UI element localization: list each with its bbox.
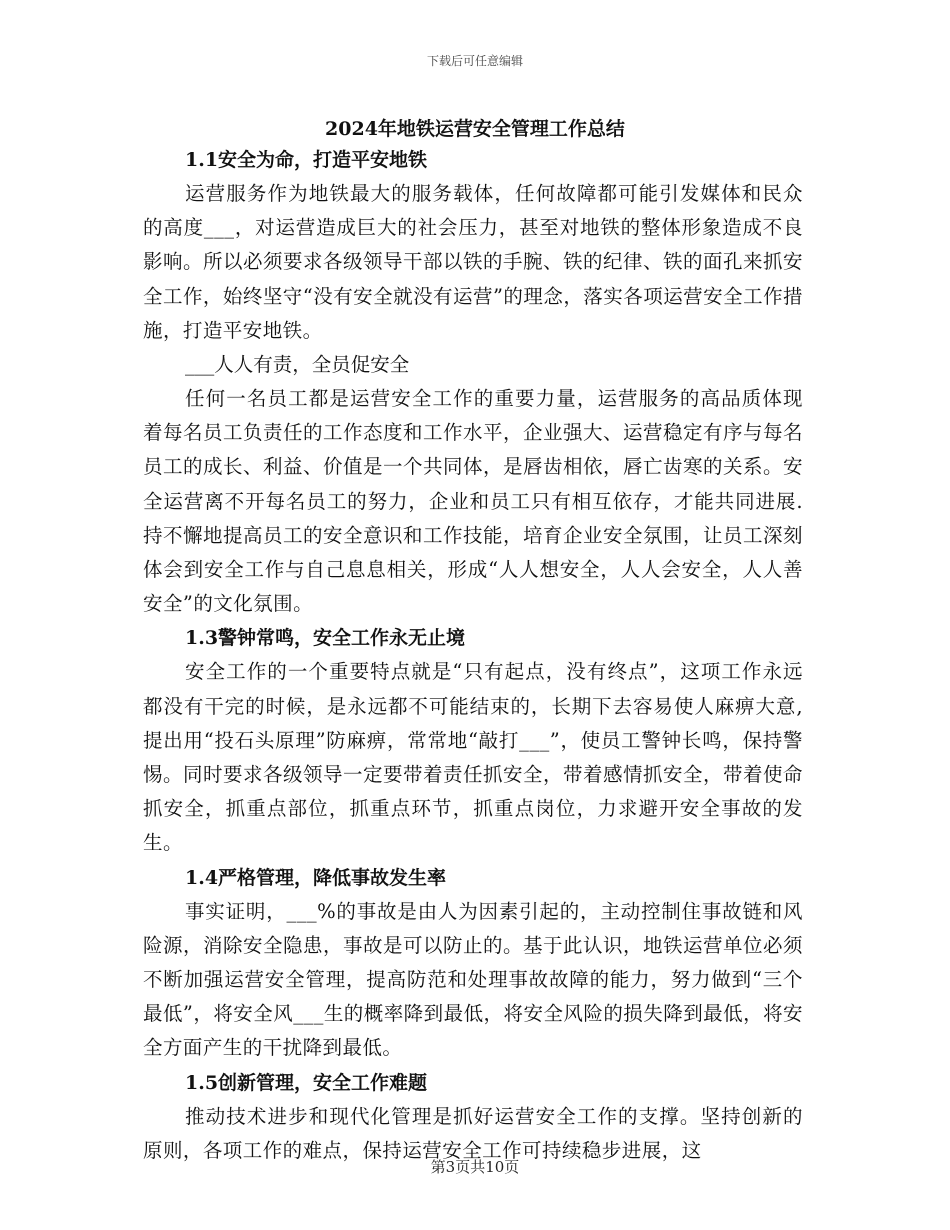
section-paragraph: 事实证明，___%的事故是由人为因素引起的，主动控制住事故链和风险源，消除安全隐患，事故是可以防止的。基于此认识，地铁运营单位必须不断加强运营安全管理，提高防范和处理事故故障的能力，努力做到“三个最低”，将安全风___生的概率降到最低，将安全风险的损失降到最低，将安全方面产生的干扰降到最低。 bbox=[143, 899, 803, 1060]
section-paragraph: 任何一名员工都是运营安全工作的重要力量，运营服务的高品质体现着每名员工负责任的工作态度和工作水平，企业强大、运营稳定有序与每名员工的成长、利益、价值是一个共同体，是唇齿相依，唇亡齿寒的关系。安全运营离不开每名员工的努力，企业和员工只有相互依存，才能共同进展.持不懈地提高员工的安全意识和工作技能，培育企业安全氛围，让员工深刻体会到安全工作与自己息息相关，形成“人人想安全，人人会安全，人人善安全”的文化氛围。 bbox=[143, 387, 803, 616]
section-heading: 1.3警钟常鸣，安全工作永无止境 bbox=[185, 627, 466, 650]
section-heading: 1.4严格管理，降低事故发生率 bbox=[185, 866, 447, 889]
section-paragraph: 安全工作的一个重要特点就是“只有起点，没有终点”，这项工作永远都没有干完的时候，是永远都不可能结束的，长期下去容易使人麻痹大意,提出用“投石头原理”防麻痹，常常地“敲打___”，使员工警钟长鸣，保持警惕。同时要求各级领导一定要带着责任抓安全，带着感情抓安全，带着使命抓安全，抓重点部位，抓重点环节，抓重点岗位，力求避开安全事故的发生。 bbox=[143, 660, 803, 855]
section-paragraph: 运营服务作为地铁最大的服务载体，任何故障都可能引发媒体和民众的高度___，对运营造成巨大的社会压力，甚至对地铁的整体形象造成不良影响。所以必须要求各级领导干部以铁的手腕、铁的纪律、铁的面孔来抓安全工作，始终坚守“没有安全就没有运营”的理念，落实各项运营安全工作措施，打造平安地铁。 bbox=[143, 182, 803, 342]
document-title: 2024年地铁运营安全管理工作总结 bbox=[325, 118, 625, 140]
section-heading: ___人人有责，全员促安全 bbox=[185, 353, 410, 377]
section-heading: 1.1安全为命，打造平安地铁 bbox=[185, 149, 428, 171]
section-paragraph: 推动技术进步和现代化管理是抓好运营安全工作的支撑。坚持创新的原则，各项工作的难点，保持运营安全工作可持续稳步进展，这 bbox=[143, 1104, 803, 1162]
section-heading: 1.5创新管理，安全工作难题 bbox=[185, 1071, 428, 1094]
page-number: 第3页共10页 bbox=[430, 1158, 520, 1176]
header-note: 下载后可任意编辑 bbox=[426, 54, 523, 68]
document-body bbox=[143, 143, 803, 1168]
